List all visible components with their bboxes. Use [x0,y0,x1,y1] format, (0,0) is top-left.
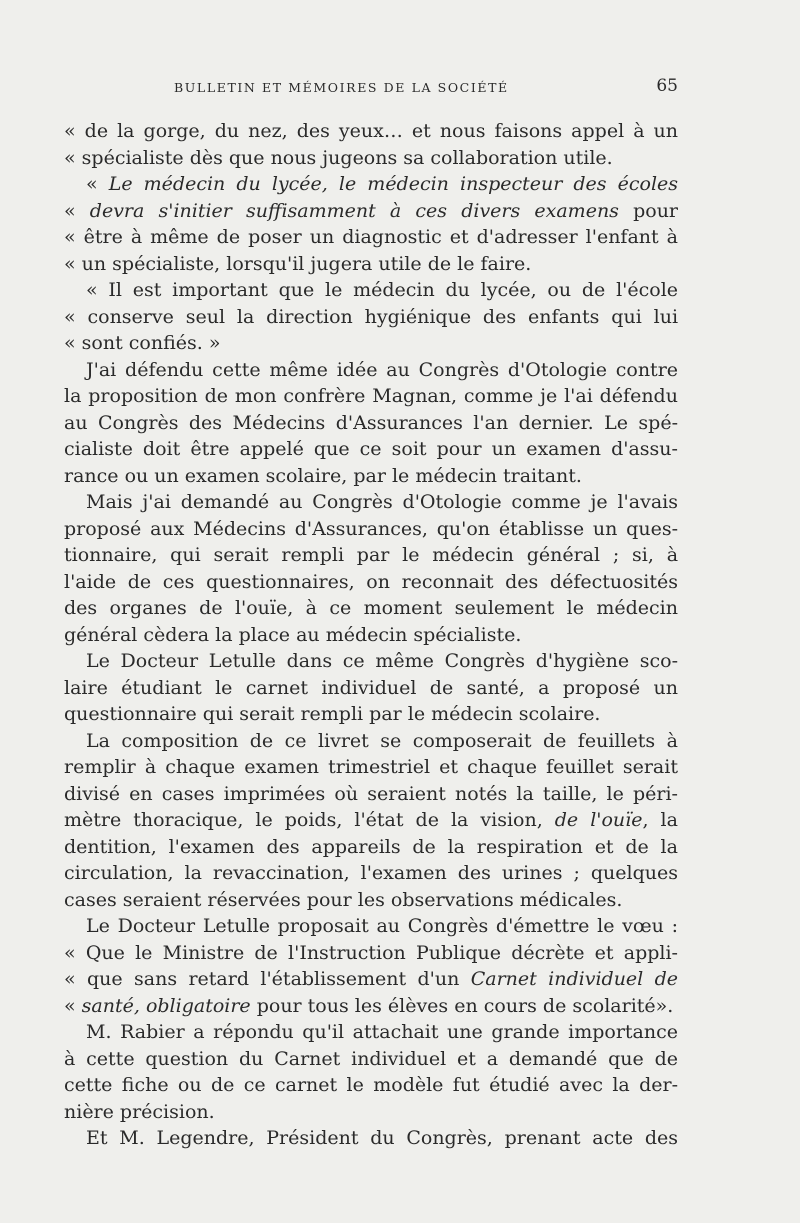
text-line [64,860,678,887]
text-segment: cette fiche ou de ce carnet le modèle fut étudié avec la der- [64,1074,679,1096]
text-line [64,701,678,728]
italic-text: Le médecin du lycée, le médecin inspecteur des écoles [108,173,679,195]
text-segment: « que sans retard l'établissement d'un [64,968,471,990]
text-segment: proposé aux Médecins d'Assurances, qu'on établisse un ques- [64,517,678,540]
text-segment: cialiste doit être appelé que ce soit pour un examen d'assu- [64,438,678,460]
text-line [64,383,678,410]
text-segment: « Il est important que le médecin du lycée, ou de l'école [86,279,679,301]
text-segment: J'ai défendu cette même idée au Congrès d'Otologie contre [86,358,679,381]
text-segment: pour tous les élèves en cours de scolarité». [250,994,674,1017]
text-segment: la proposition de mon confrère Magnan, comme je l'ai défendu [64,385,678,407]
text-line [64,357,678,384]
text-line [64,463,678,490]
text-line [64,913,678,940]
text-line [64,966,678,993]
text-line [64,330,678,357]
text-line [64,410,678,437]
text-line [64,940,678,967]
text-line [64,622,678,649]
text-segment: rance ou un examen scolaire, par le médecin traitant. [64,464,582,487]
text-segment: au Congrès des Médecins d'Assurances l'an dernier. Le spé- [64,411,679,434]
text-line [64,595,678,622]
text-segment: « sont confiés. » [64,332,221,354]
text-segment: « [64,199,90,222]
italic-text: devra s'initier suffisamment à ces divers examens [89,199,619,222]
running-head: BULLETIN ET MÉMOIRES DE LA SOCIÉTÉ [174,80,509,95]
text-line [64,1019,678,1046]
text-segment: questionnaire qui serait rempli par le médecin scolaire. [64,703,601,725]
text-segment: Le Docteur Letulle dans ce même Congrès d'hygiène sco- [86,650,679,672]
text-segment: « de la gorge, du nez, des yeux… et nous faisons appel à un [64,120,679,142]
text-line [64,118,678,145]
text-segment: La composition de ce livret se composerait de feuillets à [86,729,678,752]
text-line [64,834,678,861]
italic-text: santé, obligatoire [81,994,251,1017]
text-segment: « Que le Ministre de l'Instruction Publique décrète et appli- [64,941,678,964]
text-segment: Le Docteur Letulle proposait au Congrès d'émettre le vœu : [86,915,679,937]
text-line [64,198,678,225]
text-segment: circulation, la revaccination, l'examen des urines ; quelques [64,862,678,884]
text-segment: « [86,173,109,195]
text-line [64,516,678,543]
text-segment: « être à même de poser un diagnostic et d'adresser l'enfant à [64,226,678,248]
text-segment: M. Rabier a répondu qu'il attachait une grande importance [86,1021,678,1043]
text-line [64,1046,678,1073]
text-segment: pour [618,199,679,222]
italic-text: de l'ouïe [554,809,643,831]
text-line [64,781,678,808]
text-segment: Mais j'ai demandé au Congrès d'Otologie comme je l'avais [86,491,678,513]
text-segment: cases seraient réservées pour les observations médicales. [64,888,623,911]
text-line [64,224,678,251]
text-segment: « un spécialiste, lorsqu'il jugera utile de le faire. [64,252,532,275]
body-text [64,118,678,1152]
text-line [64,1099,678,1126]
text-line [64,569,678,596]
text-line [64,436,678,463]
text-line [64,993,678,1020]
text-segment: remplir à chaque examen trimestriel et chaque feuillet serait [64,756,678,778]
text-line [64,887,678,914]
text-line [64,277,678,304]
page-header [64,76,678,98]
text-line [64,304,678,331]
text-segment: « [64,994,82,1017]
text-segment: à cette question du Carnet individuel et a demandé que de [64,1047,679,1070]
text-line [64,728,678,755]
text-segment: nière précision. [64,1100,215,1123]
text-segment: « conserve seul la direction hygiénique des enfants qui lui [64,305,679,328]
text-segment: mètre thoracique, le poids, l'état de la vision, [64,809,555,831]
text-segment: divisé en cases imprimées où seraient notés la taille, le péri- [64,782,678,805]
italic-text: Carnet individuel de [470,968,679,990]
text-segment: « spécialiste dès que nous jugeons sa collaboration utile. [64,146,613,169]
text-line [64,675,678,702]
text-segment: Et M. Legendre, Président du Congrès, prenant acte des [86,1127,678,1149]
text-segment: des organes de l'ouïe, à ce moment seulement le médecin [64,597,678,619]
text-line [64,648,678,675]
text-line [64,489,678,516]
text-segment: l'aide de ces questionnaires, on reconnait des défectuosités [64,570,679,593]
text-segment: dentition, l'examen des appareils de la respiration et de la [64,835,678,858]
text-line [64,171,678,198]
text-line [64,145,678,172]
text-line [64,251,678,278]
text-segment: laire étudiant le carnet individuel de santé, a proposé un [64,676,678,699]
text-line [64,542,678,569]
page-number: 65 [656,76,678,96]
text-segment: , la [642,809,678,831]
text-line [64,1072,678,1099]
text-line [64,807,678,834]
text-line [64,1125,678,1152]
text-segment: tionnaire, qui serait rempli par le médecin général ; si, à [64,544,679,566]
text-line [64,754,678,781]
text-segment: général cèdera la place au médecin spécialiste. [64,623,522,646]
